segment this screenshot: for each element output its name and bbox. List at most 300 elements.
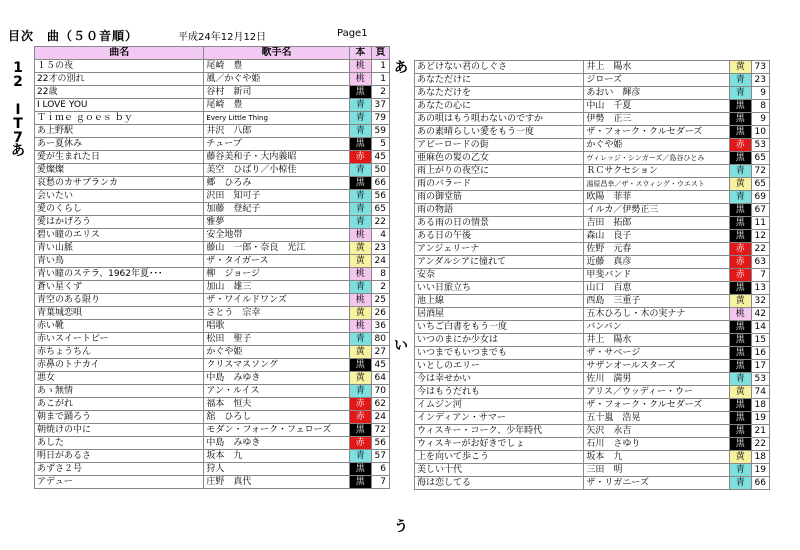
column-header-page: 頁	[371, 47, 389, 60]
page-number-cell: 23	[371, 242, 389, 255]
book-color-cell: 赤	[349, 151, 371, 164]
artist-cell: 井上 陽水	[584, 61, 729, 74]
song-title-cell: 今はもうだれも	[415, 386, 584, 399]
book-color-cell: 桃	[729, 308, 751, 321]
song-title-cell: I LOVE YOU	[35, 99, 204, 112]
page-number-cell: 19	[751, 464, 769, 477]
song-title-cell: アンダルシアに憧れて	[415, 256, 584, 269]
book-color-cell: 黄	[349, 346, 371, 359]
book-color-cell: 桃	[349, 320, 371, 333]
page-number-cell: 8	[751, 100, 769, 113]
page-number-cell: 64	[371, 372, 389, 385]
book-color-cell: 黒	[729, 217, 751, 230]
artist-cell: 三田 明	[584, 464, 729, 477]
artist-cell: 風／かぐや姫	[204, 73, 349, 86]
table-row	[35, 60, 390, 73]
page-number-cell: 62	[371, 398, 389, 411]
song-title-cell: いい日旅立ち	[415, 282, 584, 295]
page-number-cell: 59	[371, 125, 389, 138]
page-number-cell: 14	[751, 321, 769, 334]
page-number-cell: 7	[751, 269, 769, 282]
table-row	[415, 191, 770, 204]
index-letter: う	[394, 518, 408, 535]
artist-cell: バンバン	[584, 321, 729, 334]
song-title-cell: １５の夜	[35, 60, 204, 73]
table-row	[35, 294, 390, 307]
page-number-cell: 66	[371, 177, 389, 190]
book-color-cell: 黄	[729, 386, 751, 399]
page-number-cell: 36	[371, 320, 389, 333]
page-number-cell: 22	[371, 216, 389, 229]
table-row	[35, 125, 390, 138]
page-number-cell: 27	[371, 346, 389, 359]
print-date: 平成24年12月12日	[178, 32, 267, 43]
book-color-cell: 青	[349, 385, 371, 398]
song-title-cell: あの唄はもう唄わないのですか	[415, 113, 584, 126]
song-title-cell: 明日があるさ	[35, 450, 204, 463]
table-row	[415, 425, 770, 438]
page-number-cell: 66	[751, 477, 769, 490]
artist-cell: 谷村 新司	[204, 86, 349, 99]
artist-cell: 中山 千夏	[584, 100, 729, 113]
artist-cell: 矢沢 永吉	[584, 425, 729, 438]
artist-cell: 五木ひろし・木の実ナナ	[584, 308, 729, 321]
artist-cell: 井沢 八郎	[204, 125, 349, 138]
book-color-cell: 黒	[729, 204, 751, 217]
book-color-cell: 桃	[349, 60, 371, 73]
table-row	[35, 99, 390, 112]
book-color-cell: 青	[349, 281, 371, 294]
table-row	[35, 437, 390, 450]
song-title-cell: あゝ無情	[35, 385, 204, 398]
song-title-cell: アンジェリーナ	[415, 243, 584, 256]
song-title-cell: ある雨の日の情景	[415, 217, 584, 230]
book-color-cell: 黒	[729, 334, 751, 347]
artist-cell: かぐや姫	[204, 346, 349, 359]
table-row	[415, 386, 770, 399]
page-number-cell: 19	[751, 412, 769, 425]
book-color-cell: 黒	[729, 230, 751, 243]
book-color-cell: 黒	[729, 321, 751, 334]
artist-cell: 西島 三重子	[584, 295, 729, 308]
page-number-cell: 37	[371, 99, 389, 112]
table-row	[415, 178, 770, 191]
song-title-cell: 愛が生まれた日	[35, 151, 204, 164]
book-color-cell: 赤	[729, 139, 751, 152]
table-row	[35, 385, 390, 398]
table-row	[415, 139, 770, 152]
book-color-cell: 黒	[349, 476, 371, 489]
book-color-cell: 黒	[729, 126, 751, 139]
song-title-cell: 雨上がりの夜空に	[415, 165, 584, 178]
book-color-cell: 黒	[349, 424, 371, 437]
page-number-cell: 72	[751, 165, 769, 178]
book-color-cell: 桃	[349, 268, 371, 281]
table-row	[35, 359, 390, 372]
table-header-row	[35, 47, 390, 60]
artist-cell: 近藤 真彦	[584, 256, 729, 269]
book-color-cell: 青	[349, 450, 371, 463]
page-number-cell: 32	[751, 295, 769, 308]
table-row	[415, 269, 770, 282]
artist-cell: チューブ	[204, 138, 349, 151]
table-row	[415, 373, 770, 386]
page-number-cell: 5	[371, 138, 389, 151]
page-number-cell: 63	[751, 256, 769, 269]
song-title-cell: あずさ２号	[35, 463, 204, 476]
artist-cell: Every Little Thing	[204, 112, 349, 125]
artist-cell: ザ・フォーク・クルセダーズ	[584, 399, 729, 412]
book-color-cell: 青	[729, 191, 751, 204]
page-number-cell: 24	[371, 255, 389, 268]
table-row	[415, 477, 770, 490]
book-color-cell: 黄	[349, 242, 371, 255]
index-letter: 1	[13, 60, 23, 76]
artist-cell: 五十嵐 浩晃	[584, 412, 729, 425]
book-color-cell: 黒	[729, 152, 751, 165]
table-row	[35, 112, 390, 125]
song-title-cell: 22才の別れ	[35, 73, 204, 86]
artist-cell: 松田 聖子	[204, 333, 349, 346]
table-row	[35, 229, 390, 242]
song-title-cell: 赤鼻のトナカイ	[35, 359, 204, 372]
table-row	[415, 204, 770, 217]
index-letter: 7	[13, 129, 23, 146]
artist-cell: 郷 ひろみ	[204, 177, 349, 190]
page-number-cell: 9	[751, 113, 769, 126]
song-title-cell: 朝まで踊ろう	[35, 411, 204, 424]
artist-cell: あおい 輝彦	[584, 87, 729, 100]
book-color-cell: 青	[729, 87, 751, 100]
artist-cell: アリス／ウッディー・ウー	[584, 386, 729, 399]
page-number-cell: 53	[751, 373, 769, 386]
index-letter: I	[15, 101, 21, 118]
song-title-cell: 朝焼けの中に	[35, 424, 204, 437]
artist-cell: 加山 雄三	[204, 281, 349, 294]
book-color-cell: 黒	[729, 113, 751, 126]
table-row	[35, 255, 390, 268]
song-title-cell: 青い鳥	[35, 255, 204, 268]
song-title-cell: 上を向いて歩こう	[415, 451, 584, 464]
table-row	[35, 346, 390, 359]
table-row	[35, 203, 390, 216]
table-row	[415, 74, 770, 87]
book-color-cell: 青	[729, 464, 751, 477]
song-title-cell: ある日の午後	[415, 230, 584, 243]
song-title-cell: 雨のバラード	[415, 178, 584, 191]
song-title-cell: いつまでもいつまでも	[415, 347, 584, 360]
table-row	[415, 61, 770, 74]
book-color-cell: 桃	[349, 229, 371, 242]
table-row	[35, 190, 390, 203]
song-title-cell: 愛のくらし	[35, 203, 204, 216]
song-title-cell: 居酒屋	[415, 308, 584, 321]
song-table-left	[34, 46, 390, 489]
book-color-cell: 青	[349, 164, 371, 177]
page-number-cell: 7	[371, 476, 389, 489]
book-color-cell: 赤	[349, 411, 371, 424]
table-row	[35, 268, 390, 281]
page-number-cell: 18	[751, 399, 769, 412]
book-color-cell: 赤	[729, 256, 751, 269]
artist-cell: 中島 みゆき	[204, 437, 349, 450]
artist-cell: 森山 良子	[584, 230, 729, 243]
table-row	[35, 476, 390, 489]
table-row	[415, 399, 770, 412]
table-row	[35, 411, 390, 424]
book-color-cell: 青	[349, 99, 371, 112]
book-color-cell: 赤	[349, 437, 371, 450]
book-color-cell: 青	[729, 165, 751, 178]
page-number-cell: 8	[371, 268, 389, 281]
song-title-cell: イムジン河	[415, 399, 584, 412]
song-title-cell: いつのまにか少女は	[415, 334, 584, 347]
artist-cell: ヴィレッジ・シンガーズ／島谷ひとみ	[584, 152, 729, 165]
table-row	[415, 217, 770, 230]
book-color-cell: 黒	[729, 360, 751, 373]
artist-cell: 山口 百恵	[584, 282, 729, 295]
table-row	[415, 347, 770, 360]
page-number-cell: 4	[371, 229, 389, 242]
song-table-right	[414, 60, 770, 490]
table-row	[35, 320, 390, 333]
artist-cell: ザ・サベージ	[584, 347, 729, 360]
artist-cell: 湯原昌幸／ザ・スウィング・ウエスト	[584, 178, 729, 191]
table-row	[415, 438, 770, 451]
table-row	[35, 307, 390, 320]
book-color-cell: 青	[349, 125, 371, 138]
song-title-cell: 青い山脈	[35, 242, 204, 255]
table-row	[35, 164, 390, 177]
artist-cell: 甲斐バンド	[584, 269, 729, 282]
artist-cell: 坂本 九	[584, 451, 729, 464]
song-title-cell: 今は幸せかい	[415, 373, 584, 386]
page-number-cell: 18	[751, 451, 769, 464]
song-title-cell: あした	[35, 437, 204, 450]
table-row	[35, 372, 390, 385]
table-row	[35, 463, 390, 476]
artist-cell: 柳 ジョージ	[204, 268, 349, 281]
book-color-cell: 黄	[349, 255, 371, 268]
page-number-cell: 17	[751, 360, 769, 373]
song-title-cell: 悪女	[35, 372, 204, 385]
book-color-cell: 赤	[729, 269, 751, 282]
artist-cell: 中島 みゆき	[204, 372, 349, 385]
column-header-artist: 歌手名	[204, 47, 349, 60]
book-color-cell: 黒	[729, 347, 751, 360]
page-number-cell: 50	[371, 164, 389, 177]
song-title-cell: インディアン・サマー	[415, 412, 584, 425]
index-letter: い	[394, 338, 408, 354]
artist-cell: 福本 恒夫	[204, 398, 349, 411]
book-color-cell: 青	[349, 216, 371, 229]
artist-cell: 沢田 知可子	[204, 190, 349, 203]
table-row	[415, 243, 770, 256]
book-color-cell: 黄	[729, 295, 751, 308]
page-number-cell: 10	[751, 126, 769, 139]
book-color-cell: 黒	[729, 425, 751, 438]
page-number-cell: 56	[371, 190, 389, 203]
table-row	[415, 152, 770, 165]
book-color-cell: 青	[729, 74, 751, 87]
artist-cell: クリスマスソング	[204, 359, 349, 372]
book-color-cell: 黄	[729, 178, 751, 191]
page-title: 目次 曲（５０音順）	[8, 29, 139, 43]
artist-cell: サザンオールスターズ	[584, 360, 729, 373]
page-number-cell: 53	[751, 139, 769, 152]
artist-cell: 庄野 真代	[204, 476, 349, 489]
artist-cell: 雅夢	[204, 216, 349, 229]
artist-cell: 井上 陽水	[584, 334, 729, 347]
table-row	[415, 321, 770, 334]
song-title-cell: 愛はかげろう	[35, 216, 204, 229]
artist-cell: 欧陽 菲菲	[584, 191, 729, 204]
page-number-cell: 22	[751, 243, 769, 256]
book-color-cell: 黒	[349, 177, 371, 190]
page-number-cell: 1	[371, 73, 389, 86]
page-number-cell: 2	[371, 86, 389, 99]
table-row	[35, 398, 390, 411]
song-title-cell: アデュー	[35, 476, 204, 489]
artist-cell: ザ・タイガース	[204, 255, 349, 268]
song-title-cell: 碧い瞳のエリス	[35, 229, 204, 242]
page-number-cell: 42	[751, 308, 769, 321]
artist-cell: 石川 さゆり	[584, 438, 729, 451]
page-number-cell: 16	[751, 347, 769, 360]
song-title-cell: 青葉城恋唄	[35, 307, 204, 320]
artist-cell: ＲＣサクセション	[584, 165, 729, 178]
table-row	[415, 282, 770, 295]
song-title-cell: 美しい十代	[415, 464, 584, 477]
book-color-cell: 黄	[349, 372, 371, 385]
column-header-song: 曲名	[35, 47, 204, 60]
book-color-cell: 黒	[349, 359, 371, 372]
page-number-cell: 80	[371, 333, 389, 346]
artist-cell: ザ・リガニーズ	[584, 477, 729, 490]
table-row	[415, 334, 770, 347]
song-title-cell: あ上野駅	[35, 125, 204, 138]
page-number-cell: 72	[371, 424, 389, 437]
table-row	[35, 424, 390, 437]
page-number-cell: 13	[751, 282, 769, 295]
page-number-cell: 26	[371, 307, 389, 320]
table-row	[35, 242, 390, 255]
song-title-cell: 安奈	[415, 269, 584, 282]
table-row	[415, 230, 770, 243]
song-title-cell: 赤ちょうちん	[35, 346, 204, 359]
table-row	[35, 281, 390, 294]
table-row	[35, 73, 390, 86]
song-title-cell: 愛燦燦	[35, 164, 204, 177]
song-title-cell: 池上線	[415, 295, 584, 308]
page-number-cell: 69	[751, 191, 769, 204]
book-color-cell: 青	[349, 112, 371, 125]
page-number-cell: 73	[751, 61, 769, 74]
table-row	[35, 216, 390, 229]
book-color-cell: 黒	[349, 86, 371, 99]
song-title-cell: 赤い靴	[35, 320, 204, 333]
book-color-cell: 青	[349, 203, 371, 216]
book-color-cell: 黄	[349, 307, 371, 320]
artist-cell: アン・ルイス	[204, 385, 349, 398]
table-row	[415, 256, 770, 269]
artist-cell: 坂本 九	[204, 450, 349, 463]
artist-cell: 唱歌	[204, 320, 349, 333]
page-number-cell: 24	[371, 411, 389, 424]
book-color-cell: 青	[729, 477, 751, 490]
table-row	[35, 151, 390, 164]
book-color-cell: 黄	[729, 451, 751, 464]
table-row	[415, 464, 770, 477]
table-row	[415, 113, 770, 126]
artist-cell: ザ・ワイルドワンズ	[204, 294, 349, 307]
book-color-cell: 赤	[729, 243, 751, 256]
book-color-cell: 黒	[729, 399, 751, 412]
song-title-cell: ウィスキー・コーク、少年時代	[415, 425, 584, 438]
page-number-cell: 6	[371, 463, 389, 476]
song-title-cell: 蒼い星くず	[35, 281, 204, 294]
artist-cell: イルカ／伊勢正三	[584, 204, 729, 217]
table-row	[415, 308, 770, 321]
table-row	[415, 165, 770, 178]
song-title-cell: 亜麻色の髪の乙女	[415, 152, 584, 165]
page-number-cell: 79	[371, 112, 389, 125]
page-number-cell: 56	[371, 437, 389, 450]
song-title-cell: 赤いスイートピー	[35, 333, 204, 346]
artist-cell: 伊勢 正三	[584, 113, 729, 126]
song-title-cell: Ｔｉｍｅ ｇｏｅｓ ｂｙ	[35, 112, 204, 125]
table-row	[35, 450, 390, 463]
book-color-cell: 桃	[349, 294, 371, 307]
table-row	[415, 360, 770, 373]
song-title-cell: 青い瞳のステラ、1962年夏･･･	[35, 268, 204, 281]
book-color-cell: 桃	[349, 73, 371, 86]
page-number-cell: 74	[751, 386, 769, 399]
song-title-cell: 22歳	[35, 86, 204, 99]
song-title-cell: あの素晴らしい愛をもう一度	[415, 126, 584, 139]
artist-cell: 尾崎 豊	[204, 60, 349, 73]
artist-cell: さとう 宗幸	[204, 307, 349, 320]
table-row	[35, 138, 390, 151]
index-letter: あ	[11, 143, 25, 160]
page-number-cell: 2	[371, 281, 389, 294]
table-row	[415, 295, 770, 308]
page-number-cell: 67	[751, 204, 769, 217]
page-header	[0, 27, 800, 43]
page-number-cell: 65	[371, 203, 389, 216]
column-header-book: 本	[349, 47, 371, 60]
page-number-cell: 1	[371, 60, 389, 73]
page-number-cell: 45	[371, 151, 389, 164]
page-number-cell: 11	[751, 217, 769, 230]
artist-cell: 藤山 一郎・奈良 光江	[204, 242, 349, 255]
artist-cell: 吉田 拓郎	[584, 217, 729, 230]
book-color-cell: 黒	[349, 463, 371, 476]
book-color-cell: 黒	[729, 100, 751, 113]
artist-cell: 佐川 満男	[584, 373, 729, 386]
song-title-cell: あこがれ	[35, 398, 204, 411]
book-color-cell: 青	[349, 190, 371, 203]
song-title-cell: いちご白書をもう一度	[415, 321, 584, 334]
book-color-cell: 黒	[729, 438, 751, 451]
artist-cell: 加藤 登紀子	[204, 203, 349, 216]
book-color-cell: 赤	[349, 398, 371, 411]
table-row	[415, 126, 770, 139]
song-title-cell: 海は恋してる	[415, 477, 584, 490]
song-title-cell: ウィスキーがお好きでしょ	[415, 438, 584, 451]
book-color-cell: 青	[349, 333, 371, 346]
song-title-cell: いとしのエリー	[415, 360, 584, 373]
